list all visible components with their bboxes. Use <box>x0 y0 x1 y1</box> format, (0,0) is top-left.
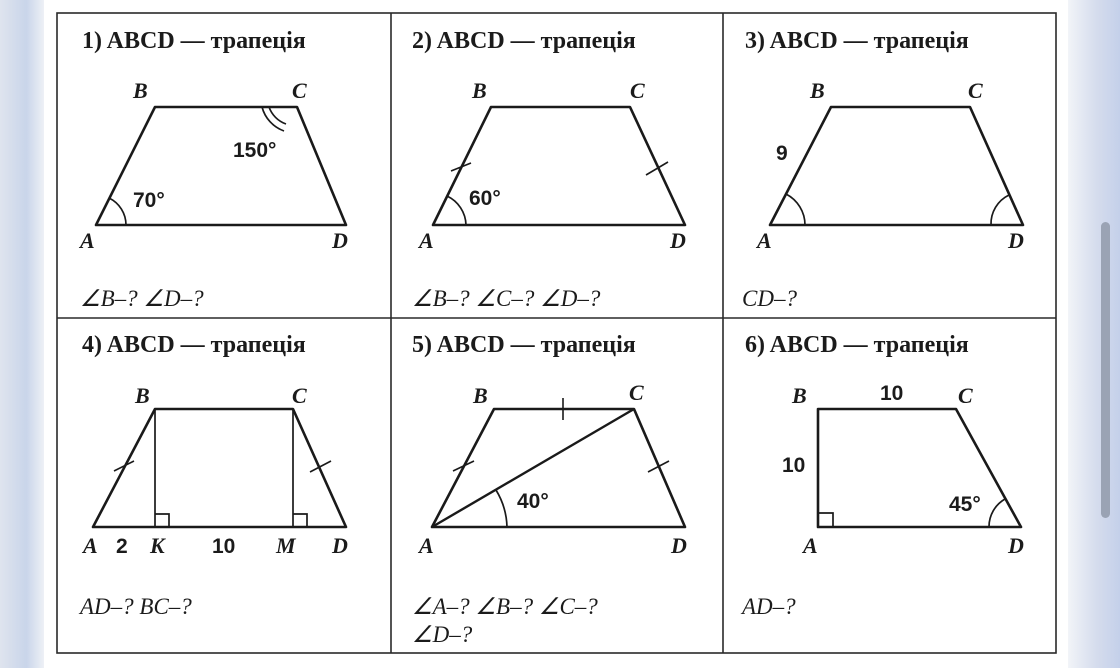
side-length-label: 9 <box>776 142 788 165</box>
vertex-label: C <box>292 78 307 103</box>
task-header: 4) ABCD — трапеція <box>82 332 306 358</box>
vertex-label: A <box>80 228 95 253</box>
segment-length-label: 2 <box>116 535 128 558</box>
task-question: ∠B–? ∠D–? <box>80 286 204 311</box>
task-cell-4 <box>78 332 348 619</box>
angle-value-label: 40° <box>517 490 549 513</box>
vertex-label: B <box>810 78 825 103</box>
angle-arc <box>991 195 1009 225</box>
angle-value-label: 70° <box>133 189 165 212</box>
vertex-label: D <box>670 228 686 253</box>
task-question: AD–? <box>742 594 796 619</box>
task-header: 2) ABCD — трапеція <box>412 28 636 54</box>
vertex-label: D <box>1008 228 1024 253</box>
task-header: 3) ABCD — трапеція <box>745 28 969 54</box>
vertex-label: K <box>150 533 165 558</box>
side-length-label: 10 <box>880 382 904 405</box>
angle-arc <box>786 194 805 225</box>
task-header: 6) ABCD — трапеція <box>745 332 969 358</box>
angle-arc <box>109 198 126 225</box>
vertex-label: C <box>629 380 644 405</box>
vertex-label: D <box>671 533 687 558</box>
task-cell-3 <box>742 28 1024 311</box>
vertex-label: B <box>473 383 488 408</box>
vertex-label: M <box>276 533 296 558</box>
vertex-label: C <box>968 78 983 103</box>
vertex-label: B <box>472 78 487 103</box>
angle-arc <box>496 490 507 527</box>
segment-length-label: 10 <box>212 535 236 558</box>
right-background <box>1068 0 1120 668</box>
trapezoid-shape <box>432 409 685 527</box>
vertex-label: B <box>792 383 807 408</box>
task-cell-5 <box>412 332 687 647</box>
angle-arc <box>262 107 284 131</box>
angle-arc <box>269 107 286 124</box>
vertical-scrollbar[interactable] <box>1101 222 1110 518</box>
task-question: AD–? BC–? <box>80 594 192 619</box>
vertex-label: D <box>332 228 348 253</box>
angle-arc <box>989 499 1005 527</box>
task-header: 1) ABCD — трапеція <box>82 28 306 54</box>
vertex-label: A <box>803 533 818 558</box>
worksheet-svg <box>44 0 1068 668</box>
vertex-label: A <box>419 533 434 558</box>
task-cell-6 <box>740 332 1024 619</box>
vertex-label: C <box>958 383 973 408</box>
task-question: ∠A–? ∠B–? ∠C–? <box>412 594 598 619</box>
vertex-label: D <box>332 533 348 558</box>
right-angle-mark <box>155 514 169 527</box>
vertex-label: D <box>1008 533 1024 558</box>
right-angle-mark <box>818 513 833 527</box>
trapezoid-shape <box>818 409 1021 527</box>
task-cell-2 <box>412 28 686 311</box>
vertex-label: A <box>419 228 434 253</box>
trapezoid-shape <box>93 409 346 527</box>
angle-value-label: 60° <box>469 187 501 210</box>
task-header: 5) ABCD — трапеція <box>412 332 636 358</box>
side-length-label: 10 <box>782 454 806 477</box>
vertex-label: B <box>133 78 148 103</box>
task-cell-1 <box>78 28 348 311</box>
worksheet-page <box>44 0 1068 668</box>
angle-arc <box>447 196 466 225</box>
right-angle-mark <box>293 514 307 527</box>
vertex-label: C <box>292 383 307 408</box>
task-question: CD–? <box>742 286 797 311</box>
vertex-label: C <box>630 78 645 103</box>
vertex-label: A <box>83 533 98 558</box>
angle-value-label: 45° <box>949 493 981 516</box>
task-question: ∠B–? ∠C–? ∠D–? <box>412 286 601 311</box>
trapezoid-shape <box>770 107 1023 225</box>
task-question-line2: ∠D–? <box>412 622 473 647</box>
vertex-label: B <box>135 383 150 408</box>
vertex-label: A <box>757 228 772 253</box>
angle-value-label: 150° <box>233 139 277 162</box>
left-background <box>0 0 44 668</box>
